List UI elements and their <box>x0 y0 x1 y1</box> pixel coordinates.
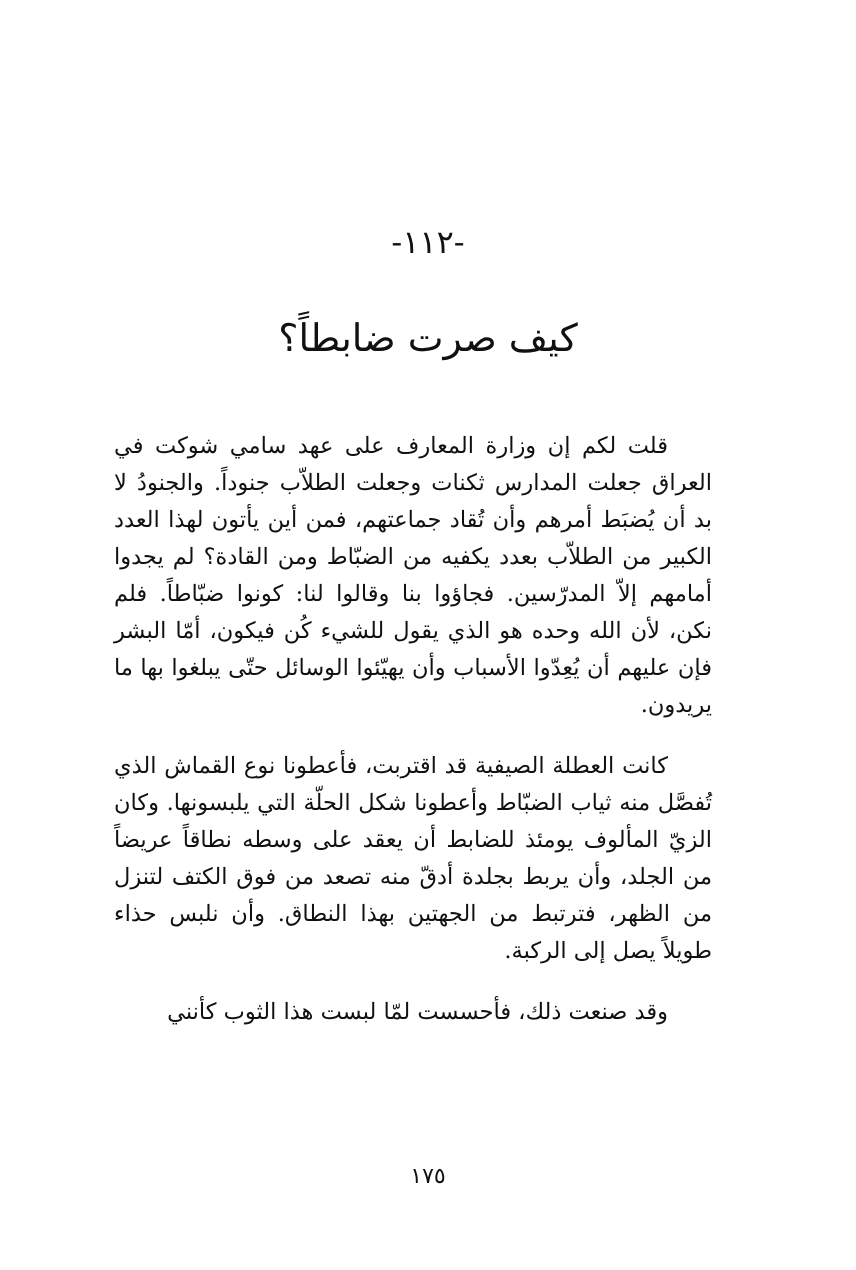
chapter-number: -١١٢- <box>391 223 465 261</box>
paragraph: كانت العطلة الصيفية قد اقتربت، فأعطونا نوع القماش الذي تُفصَّل منه ثياب الضبّاط وأعطونا شكل الحلّة التي يلبسونها. وكان الزيّ المألوف يومئذ للضابط أن يعقد على وسطه نطاقاً عريضاً من الجلد، وأن يربط بجلدة أدقّ منه تصعد من فوق الكتف لتنزل من الظهر، فترتبط من الجهتين بهذا النطاق. وأن نلبس حذاء طويلاً يصل إلى الركبة. <box>114 753 712 964</box>
body-text <box>114 428 712 1031</box>
paragraph: قلت لكم إن وزارة المعارف على عهد سامي شوكت في العراق جعلت المدارس ثكنات وجعلت الطلاّب جنوداً. والجنودُ لا بد أن يُضبَط أمرهم وأن تُقاد جماعتهم، فمن أين يأتون لهذا العدد الكبير من الطلاّب بعدد يكفيه من الضبّاط ومن القادة؟ لم يجدوا أمامهم إلاّ المدرّسين. فجاؤوا بنا وقالوا لنا: كونوا ضبّاطاً. فلم نكن، لأن الله وحده هو الذي يقول للشيء كُن فيكون، أمّا البشر فإن عليهم أن يُعِدّوا الأسباب وأن يهيّئوا الوسائل حتّى يبلغوا بها ما يريدون. <box>114 433 712 718</box>
paragraph: وقد صنعت ذلك، فأحسست لمّا لبست هذا الثوب كأنني <box>167 999 668 1025</box>
page-number: ١٧٥ <box>410 1164 446 1189</box>
chapter-title: كيف صرت ضابطاً؟ <box>278 316 578 360</box>
